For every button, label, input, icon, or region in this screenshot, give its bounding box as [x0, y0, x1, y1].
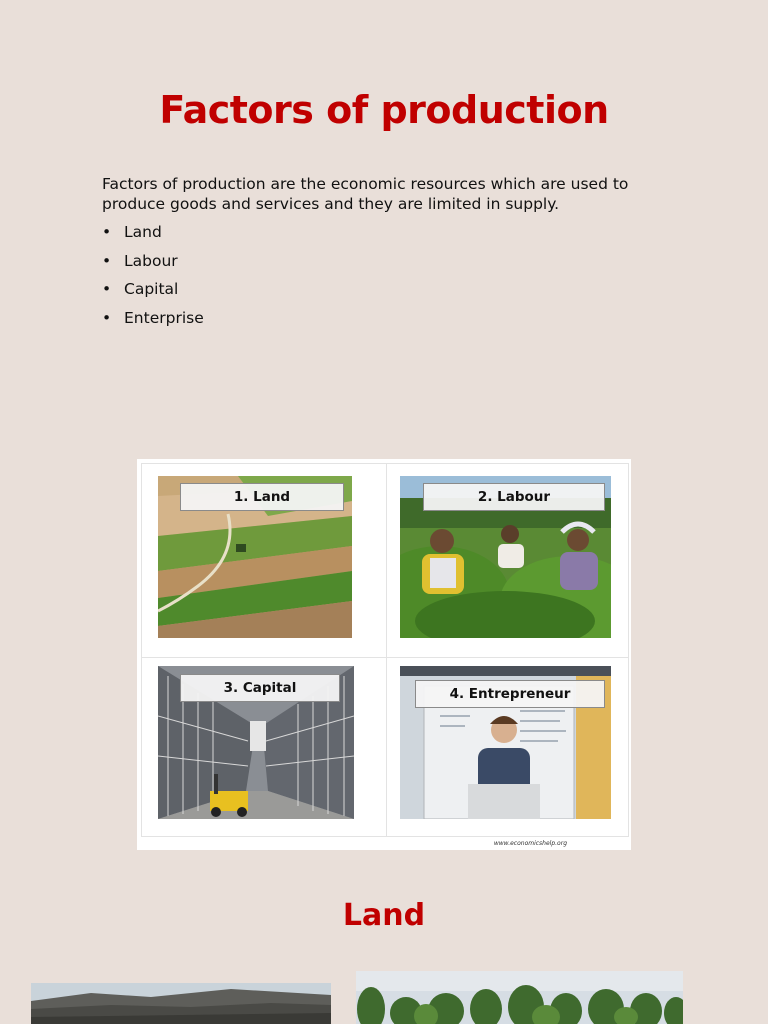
- divider: [142, 657, 628, 658]
- laptop-person-photo: [400, 666, 611, 819]
- warehouse-photo: [158, 666, 354, 819]
- intro-paragraph: Factors of production are the economic resources which are used to produce goods and services and they are limited in supply.: [102, 175, 629, 213]
- bullet-icon: •: [102, 280, 112, 299]
- section-title: Land: [342, 898, 426, 933]
- bullet-text: Enterprise: [124, 309, 204, 328]
- image-credit: www.economicshelp.org: [493, 840, 567, 847]
- farmland-photo: [158, 476, 352, 638]
- quarry-photo: [31, 983, 331, 1024]
- factors-figure: [137, 459, 631, 850]
- tea-pickers-photo: [400, 476, 611, 638]
- divider: [386, 464, 387, 836]
- bullet-text: Capital: [124, 280, 179, 299]
- panel-label: 2. Labour: [423, 483, 605, 511]
- panel-label: 1. Land: [180, 483, 344, 511]
- trees-photo: [356, 971, 683, 1024]
- list-item: [102, 222, 204, 251]
- list-item: [102, 279, 204, 308]
- page-title: Factors of production: [159, 88, 609, 132]
- bullet-list: [102, 222, 204, 337]
- bullet-icon: •: [102, 309, 112, 328]
- list-item: [102, 308, 204, 337]
- list-item: [102, 251, 204, 280]
- bullet-text: Labour: [124, 251, 178, 270]
- bullet-icon: •: [102, 251, 112, 270]
- panel-label: 4. Entrepreneur: [415, 680, 605, 708]
- bullet-icon: •: [102, 223, 112, 241]
- bullet-text: Land: [124, 223, 162, 241]
- panel-label: 3. Capital: [180, 674, 340, 702]
